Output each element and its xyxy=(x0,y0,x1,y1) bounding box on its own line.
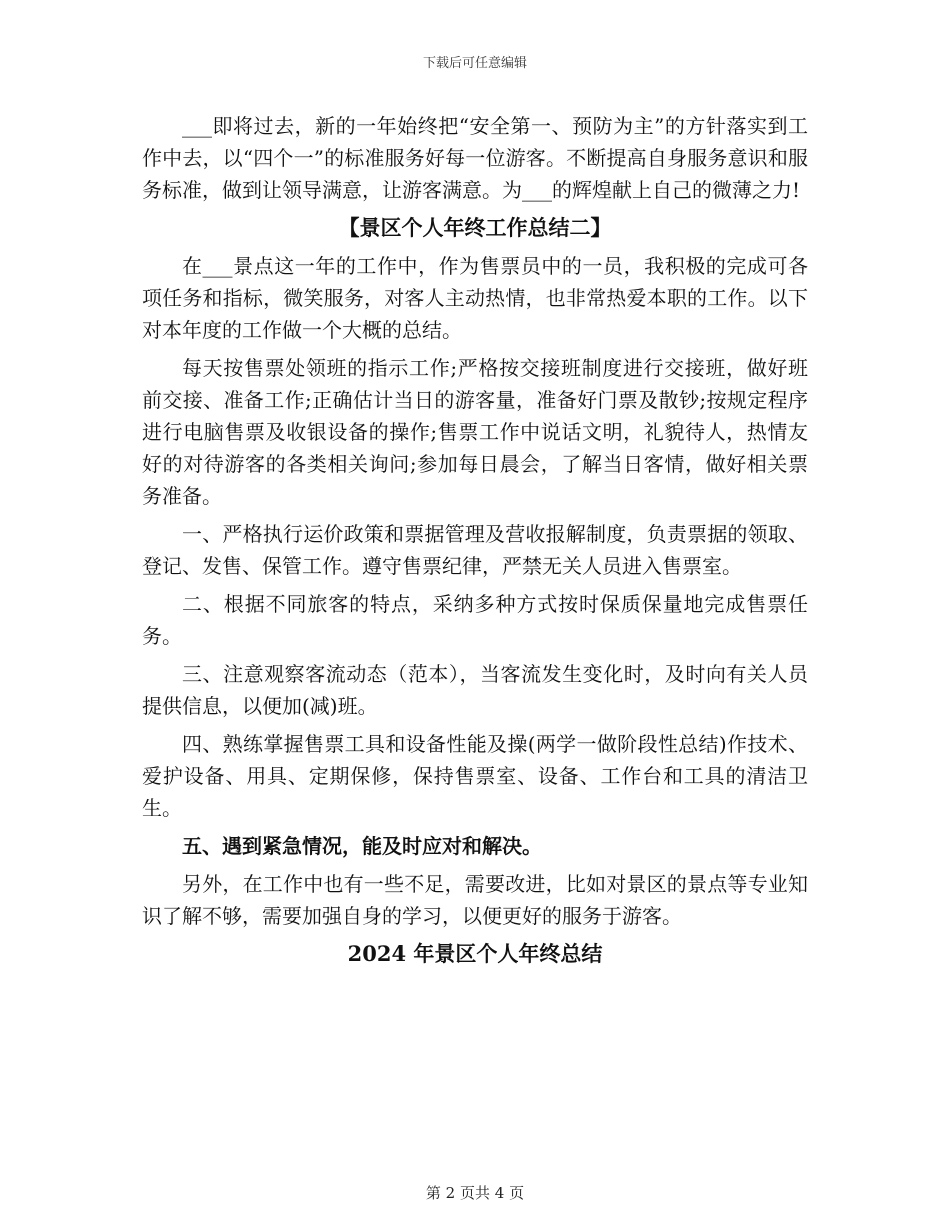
paragraph-item-2: 二、根据不同旅客的特点，采纳多种方式按时保质保量地完成售票任务。 xyxy=(142,592,808,648)
paragraph-item-3: 三、注意观察客流动态（范本），当客流发生变化时，及时向有关人员提供信息，以便加(减)班。 xyxy=(142,662,808,718)
page-header: 下载后可任意编辑 xyxy=(422,56,527,71)
paragraph-item-5: 五、遇到紧急情况，能及时应对和解决。 xyxy=(182,834,542,858)
page-footer: 第 2 页共 4 页 xyxy=(425,1184,525,1202)
paragraph-overview: 在___景点这一年的工作中，作为售票员中的一员，我积极的完成可各项任务和指标，微笑服务，对客人主动热情，也非常热爱本职的工作。以下对本年度的工作做一个大概的总结。 xyxy=(142,254,808,342)
paragraph-item-4: 四、熟练掌握售票工具和设备性能及操(两学一做阶段性总结)作技术、爱护设备、用具、定期保修，保持售票室、设备、工作台和工具的清洁卫生。 xyxy=(142,732,808,820)
section-heading-2: 【景区个人年终工作总结二】 xyxy=(338,215,612,240)
paragraph-daily-work: 每天按售票处领班的指示工作;严格按交接班制度进行交接班，做好班前交接、准备工作;正确估计当日的游客量，准备好门票及散钞;按规定程序进行电脑售票及收银设备的操作;售票工作中说话文明，礼貌待人，热情友好的对待游客的各类相关询问;参加每日晨会，了解当日客情，做好相关票务准备。 xyxy=(142,356,808,508)
paragraph-shortcomings: 另外，在工作中也有一些不足，需要改进，比如对景区的景点等专业知识了解不够，需要加强自身的学习，以便更好的服务于游客。 xyxy=(142,872,808,928)
paragraph-item-1: 一、严格执行运价政策和票据管理及营收报解制度，负责票据的领取、登记、发售、保管工作。遵守售票纪律，严禁无关人员进入售票室。 xyxy=(142,522,808,578)
document-body xyxy=(142,110,808,976)
next-section-title: 2024 年景区个人年终总结 xyxy=(347,941,603,966)
paragraph-intro: ___即将过去，新的一年始终把“安全第一、预防为主”的方针落实到工作中去，以“四个一”的标准服务好每一位游客。不断提高自身服务意识和服务标准，做到让领导满意，让游客满意。为___的辉煌献上自己的微薄之力! xyxy=(142,114,808,202)
